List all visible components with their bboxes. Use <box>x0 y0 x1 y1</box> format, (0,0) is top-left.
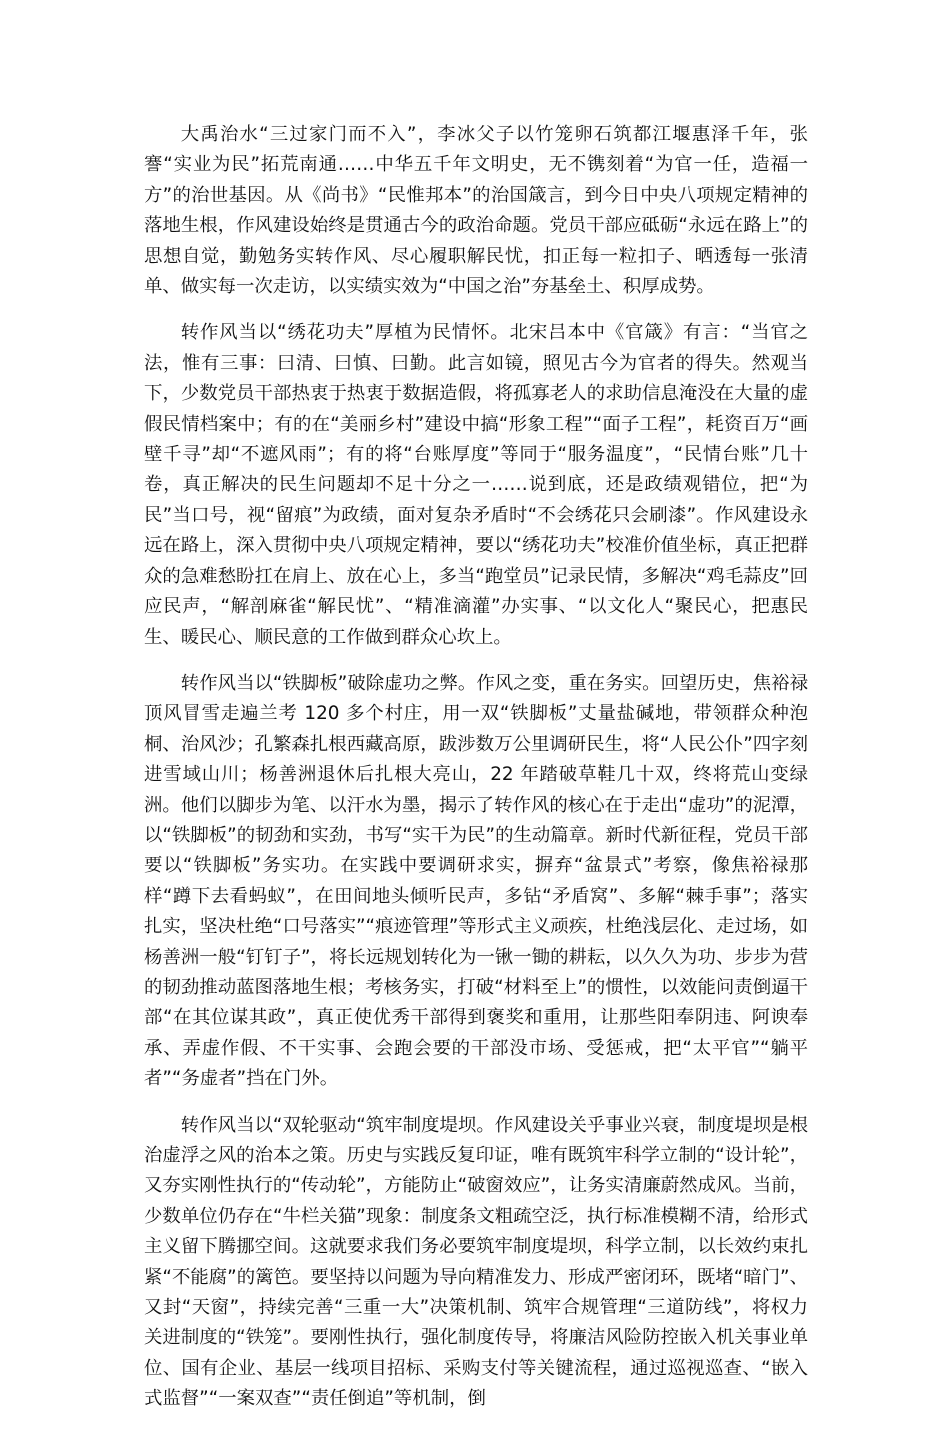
paragraph-text: 作风建设关乎事业兴衰，制度堤坝是根治虚浮之风的治本之策。历史与实践反复印证，唯有既筑牢科学立制的“设计轮”，又夯实刚性执行的“传动轮”，方能防止“破窗效应”，让务实清廉蔚然成风。当前，少数单位仍存在“牛栏关猫”现象：制度条文粗疏空泛，执行标准模糊不清，给形式主义留下腾挪空间。这就要求我们务必要筑牢制度堤坝，科学立制，以长效约束扎紧“不能腐”的篱笆。要坚持以问题为导向精准发力、形成严密闭环，既堵“暗门”、又封“天窗”，持续完善“三重一大”决策机制、筑牢合规管理“三道防线”，将权力关进制度的“铁笼”。要刚性执行，强化制度传导，将廉洁风险防控嵌入机关事业单位、国有企业、基层一线项目招标、采购支付等关键流程，通过巡视巡查、“嵌入式监督”“一案双查”“责任倒追”等机制，倒 <box>144 1114 808 1410</box>
paragraph-lead: 转作风当以“双轮驱动“筑牢制度堤坝。 <box>180 1114 495 1136</box>
paragraph-text: 作风之变，重在务实。回望历史，焦裕禄顶风冒雪走遍兰考 120 多个村庄，用一双“铁脚板”丈量盐碱地，带领群众种泡桐、治风沙；孔繁森扎根西藏高原，跋涉数万公里调研民生，将“人民公仆”四字刻进雪域山川；杨善洲退休后扎根大亮山，22 年踏破草鞋几十双，终将荒山变绿洲。他们以脚步为笔、以汗水为墨，揭示了转作风的核心在于走出“虚功”的泥潭，以“铁脚板”的韧劲和实劲，书写“实干为民”的生动篇章。新时代新征程，党员干部要以“铁脚板”务实功。在实践中要调研求实，摒弃“盆景式”考察，像焦裕禄那样“蹲下去看蚂蚁”，在田间地头倾听民声，多钻“矛盾窝”、多解“棘手事”；落实扎实，坚决杜绝“口号落实”“痕迹管理”等形式主义顽疾，杜绝浅层化、走过场，如杨善洲一般“钉钉子”，将长远规划转化为一锹一锄的耕耘，以久久为功、步步为营的韧劲推动蓝图落地生根；考核务实，打破“材料至上”的惯性，以效能问责倒逼干部“在其位谋其政”，真正使优秀干部得到褒奖和重用，让那些阳奉阴违、阿谀奉承、弄虚作假、不干实事、会跑会要的干部没市场、受惩戒，把“太平官”“躺平者”“务虚者”挡在门外。 <box>144 672 808 1090</box>
paragraph-embroidery <box>144 318 808 652</box>
paragraph-iron-feet <box>144 669 808 1095</box>
paragraph-lead: 转作风当以“绣花功夫”厚植为民情怀。 <box>180 322 510 344</box>
paragraph-intro <box>144 120 808 302</box>
paragraph-dual-wheel <box>144 1111 808 1415</box>
paragraph-text: 北宋吕本中《官箴》有言：“当官之法，惟有三事：曰清、曰慎、曰勤。此言如镜，照见古今为官者的得失。然观当下，少数党员干部热衷于热衷于数据造假，将孤寡老人的求助信息淹没在大量的虚假民情档案中；有的在“美丽乡村”建设中搞“形象工程”“面子工程”，耗资百万“画壁千寻”却“不遮风雨”；有的将“台账厚度”等同于“服务温度”，“民情台账”几十卷，真正解决的民生问题却不足十分之一……说到底，还是政绩观错位，把“为民”当口号，视“留痕”为政绩，面对复杂矛盾时“不会绣花只会刷漆”。作风建设永远在路上，深入贯彻中央八项规定精神，要以“绣花功夫”校准价值坐标，真正把群众的急难愁盼扛在肩上、放在心上，多当“跑堂员”记录民情，多解决“鸡毛蒜皮”回应民声，“解剖麻雀“解民忧”、“精准滴灌”办实事、“以文化人“聚民心，把惠民生、暖民心、顺民意的工作做到群众心坎上。 <box>144 322 808 648</box>
article-body <box>144 120 808 1431</box>
paragraph-text: 大禹治水“三过家门而不入”，李冰父子以竹笼卵石筑都江堰惠泽千年，张謇“实业为民”拓荒南通……中华五千年文明史，无不镌刻着“为官一任，造福一方”的治世基因。从《尚书》“民惟邦本”的治国箴言，到今日中央八项规定精神的落地生根，作风建设始终是贯通古今的政治命题。党员干部应砥砺“永远在路上”的思想自觉，勤勉务实转作风、尽心履职解民忧，扣正每一粒扣子、晒透每一张清单、做实每一次走访，以实绩实效为“中国之治”夯基垒土、积厚成势。 <box>144 124 808 298</box>
paragraph-lead: 转作风当以“铁脚板”破除虚功之弊。 <box>180 672 477 694</box>
